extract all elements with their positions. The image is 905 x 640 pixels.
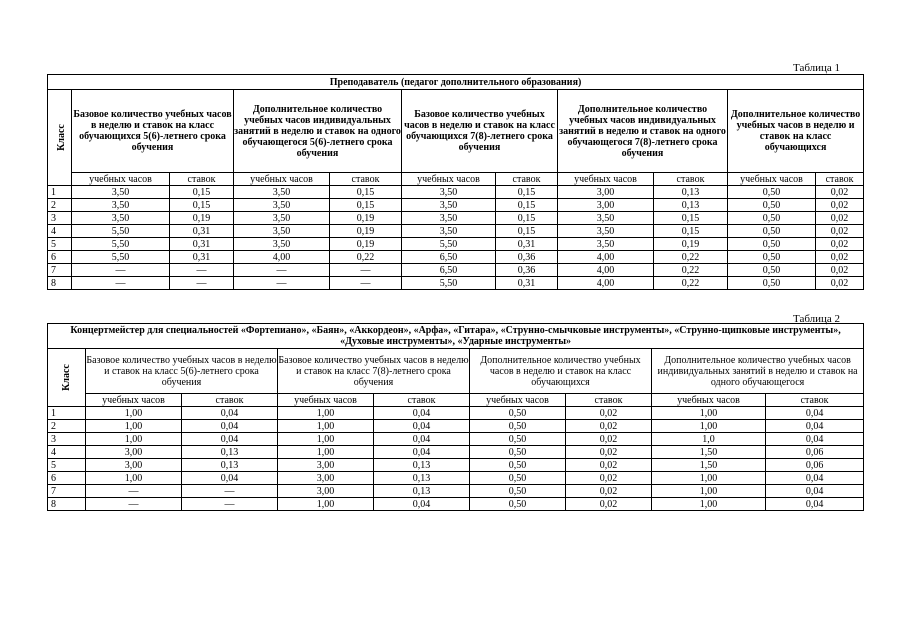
value-cell: 0,02 <box>566 433 652 446</box>
value-cell: 0,50 <box>728 186 816 199</box>
value-cell: 0,50 <box>728 264 816 277</box>
value-cell: 0,02 <box>816 199 864 212</box>
value-cell: 6,50 <box>402 264 496 277</box>
class-number-cell: 3 <box>48 212 72 225</box>
table-row <box>48 472 864 485</box>
value-cell: 0,15 <box>496 186 558 199</box>
value-cell: 0,02 <box>566 459 652 472</box>
value-cell: 0,36 <box>496 251 558 264</box>
subheader-hours: учебных часов <box>86 394 182 407</box>
value-cell: 0,04 <box>766 407 864 420</box>
table-row <box>48 225 864 238</box>
value-cell: 1,00 <box>652 472 766 485</box>
table-row <box>48 277 864 290</box>
value-cell: 3,50 <box>72 212 170 225</box>
value-cell: 0,02 <box>566 407 652 420</box>
value-cell: 0,15 <box>330 186 402 199</box>
table-row <box>48 433 864 446</box>
value-cell: 1,00 <box>86 472 182 485</box>
value-cell: — <box>182 498 278 511</box>
value-cell: 0,19 <box>330 225 402 238</box>
value-cell: 1,0 <box>652 433 766 446</box>
table-1-title: Преподаватель (педагог дополнительного образования) <box>48 75 864 90</box>
value-cell: 1,00 <box>278 433 374 446</box>
value-cell: 0,04 <box>766 472 864 485</box>
value-cell: 0,50 <box>470 498 566 511</box>
value-cell: 4,00 <box>558 264 654 277</box>
group-header: Базовое количество учебных часов в неделю и ставок на класс 7(8)-летнего срока обучения <box>278 349 470 394</box>
subheader-rate: ставок <box>496 173 558 186</box>
value-cell: 0,04 <box>374 433 470 446</box>
value-cell: 0,13 <box>374 485 470 498</box>
class-header: Класс <box>48 349 86 407</box>
value-cell: — <box>170 264 234 277</box>
subheader-rate: ставок <box>766 394 864 407</box>
value-cell: 0,13 <box>374 459 470 472</box>
value-cell: 3,50 <box>558 212 654 225</box>
value-cell: 0,19 <box>330 212 402 225</box>
class-number-cell: 5 <box>48 238 72 251</box>
value-cell: 1,50 <box>652 446 766 459</box>
class-number-cell: 4 <box>48 446 86 459</box>
table-row <box>48 186 864 199</box>
value-cell: 0,13 <box>374 472 470 485</box>
value-cell: 0,31 <box>170 238 234 251</box>
value-cell: — <box>72 277 170 290</box>
group-header: Базовое количество учебных часов в неделю и ставок на класс обучающихся 7(8)-летнего срока обучения <box>402 90 558 173</box>
value-cell: 5,50 <box>72 251 170 264</box>
value-cell: 0,50 <box>728 212 816 225</box>
value-cell: 3,00 <box>278 472 374 485</box>
table-row <box>48 485 864 498</box>
value-cell: 1,00 <box>278 407 374 420</box>
value-cell: 0,04 <box>766 433 864 446</box>
value-cell: 0,13 <box>182 459 278 472</box>
value-cell: 3,50 <box>234 212 330 225</box>
value-cell: 0,02 <box>566 498 652 511</box>
subheader-hours: учебных часов <box>558 173 654 186</box>
value-cell: — <box>72 264 170 277</box>
value-cell: 3,50 <box>234 186 330 199</box>
value-cell: 5,50 <box>402 238 496 251</box>
table-row <box>48 251 864 264</box>
subheader-hours: учебных часов <box>234 173 330 186</box>
group-header: Дополнительное количество учебных часов в неделю и ставок на класс обучающихся <box>470 349 652 394</box>
subheader-rate: ставок <box>182 394 278 407</box>
table-2-caption: Таблица 2 <box>793 313 841 325</box>
class-number-cell: 1 <box>48 407 86 420</box>
subheader-rate: ставок <box>654 173 728 186</box>
value-cell: 1,00 <box>86 433 182 446</box>
value-cell: 0,13 <box>182 446 278 459</box>
group-header: Дополнительное количество учебных часов индивидуальных занятий в неделю и ставок на одного обучающегося 5(6)-летнего срока обучения <box>234 90 402 173</box>
value-cell: 0,04 <box>182 407 278 420</box>
class-number-cell: 2 <box>48 420 86 433</box>
value-cell: 0,04 <box>182 472 278 485</box>
value-cell: 0,50 <box>470 485 566 498</box>
value-cell: 0,04 <box>374 498 470 511</box>
value-cell: 1,00 <box>652 485 766 498</box>
value-cell: 0,50 <box>728 225 816 238</box>
value-cell: 1,00 <box>652 498 766 511</box>
value-cell: 0,06 <box>766 446 864 459</box>
value-cell: 1,50 <box>652 459 766 472</box>
subheader-hours: учебных часов <box>72 173 170 186</box>
table-row <box>48 212 864 225</box>
class-number-cell: 7 <box>48 264 72 277</box>
value-cell: 0,19 <box>330 238 402 251</box>
value-cell: 0,22 <box>654 264 728 277</box>
table-2-title: Концертмейстер для специальностей «Фортепиано», «Баян», «Аккордеон», «Арфа», «Гитара», «Струнно-смычковые инструменты», «Струнно-щипковые инструменты», «Духовые инструменты», «Ударные инструменты» <box>48 324 864 349</box>
value-cell: 0,15 <box>496 212 558 225</box>
value-cell: 4,00 <box>558 251 654 264</box>
value-cell: 0,04 <box>766 420 864 433</box>
subheader-rate: ставок <box>330 173 402 186</box>
group-header: Базовое количество учебных часов в неделю и ставок на класс обучающихся 5(6)-летнего срока обучения <box>72 90 234 173</box>
value-cell: 3,50 <box>402 212 496 225</box>
class-number-cell: 6 <box>48 472 86 485</box>
value-cell: 5,50 <box>72 238 170 251</box>
value-cell: 0,02 <box>816 212 864 225</box>
value-cell: 0,06 <box>766 459 864 472</box>
value-cell: 0,15 <box>496 225 558 238</box>
value-cell: 0,02 <box>816 186 864 199</box>
value-cell: 0,31 <box>496 277 558 290</box>
group-header: Дополнительное количество учебных часов в неделю и ставок на класс обучающихся <box>728 90 864 173</box>
class-number-cell: 8 <box>48 277 72 290</box>
value-cell: 0,02 <box>816 277 864 290</box>
value-cell: — <box>234 264 330 277</box>
value-cell: 0,15 <box>170 186 234 199</box>
value-cell: 0,22 <box>654 277 728 290</box>
value-cell: 0,50 <box>728 199 816 212</box>
value-cell: 1,00 <box>278 446 374 459</box>
class-number-cell: 4 <box>48 225 72 238</box>
class-header: Класс <box>48 90 72 186</box>
value-cell: 4,00 <box>234 251 330 264</box>
subheader-rate: ставок <box>374 394 470 407</box>
teacher-hours-table <box>47 74 864 290</box>
value-cell: 3,50 <box>558 238 654 251</box>
table-row <box>48 199 864 212</box>
value-cell: 3,50 <box>234 238 330 251</box>
value-cell: 0,13 <box>654 186 728 199</box>
value-cell: — <box>330 264 402 277</box>
value-cell: 0,02 <box>816 225 864 238</box>
value-cell: 0,04 <box>182 433 278 446</box>
value-cell: 0,13 <box>654 199 728 212</box>
table-row <box>48 446 864 459</box>
group-header: Дополнительное количество учебных часов индивидуальных занятий в неделю и ставок на одного обучающегося <box>652 349 864 394</box>
value-cell: 0,50 <box>728 238 816 251</box>
value-cell: 1,00 <box>652 407 766 420</box>
value-cell: 1,00 <box>86 407 182 420</box>
value-cell: — <box>330 277 402 290</box>
value-cell: 0,02 <box>566 420 652 433</box>
value-cell: 0,02 <box>816 251 864 264</box>
subheader-rate: ставок <box>816 173 864 186</box>
value-cell: 0,15 <box>654 212 728 225</box>
value-cell: 0,50 <box>470 433 566 446</box>
value-cell: 0,04 <box>374 420 470 433</box>
value-cell: 1,00 <box>86 420 182 433</box>
value-cell: 0,19 <box>654 238 728 251</box>
value-cell: 0,02 <box>566 472 652 485</box>
value-cell: — <box>86 498 182 511</box>
subheader-hours: учебных часов <box>470 394 566 407</box>
value-cell: 0,02 <box>816 264 864 277</box>
value-cell: 3,50 <box>72 186 170 199</box>
class-number-cell: 6 <box>48 251 72 264</box>
table-row <box>48 498 864 511</box>
value-cell: — <box>182 485 278 498</box>
value-cell: 3,50 <box>402 199 496 212</box>
value-cell: 0,15 <box>330 199 402 212</box>
value-cell: 0,50 <box>470 446 566 459</box>
subheader-hours: учебных часов <box>402 173 496 186</box>
subheader-rate: ставок <box>566 394 652 407</box>
subheader-hours: учебных часов <box>652 394 766 407</box>
value-cell: 6,50 <box>402 251 496 264</box>
class-number-cell: 5 <box>48 459 86 472</box>
value-cell: 0,50 <box>470 420 566 433</box>
value-cell: 0,04 <box>182 420 278 433</box>
value-cell: 5,50 <box>72 225 170 238</box>
value-cell: 0,22 <box>654 251 728 264</box>
value-cell: — <box>170 277 234 290</box>
value-cell: 0,02 <box>566 446 652 459</box>
value-cell: 3,00 <box>558 186 654 199</box>
value-cell: 3,50 <box>402 225 496 238</box>
table-row <box>48 238 864 251</box>
table-1-caption: Таблица 1 <box>793 62 841 74</box>
value-cell: 0,04 <box>374 446 470 459</box>
value-cell: 0,36 <box>496 264 558 277</box>
value-cell: 0,02 <box>566 485 652 498</box>
value-cell: 3,00 <box>86 446 182 459</box>
value-cell: 0,15 <box>496 199 558 212</box>
group-header: Базовое количество учебных часов в неделю и ставок на класс 5(6)-летнего срока обучения <box>86 349 278 394</box>
value-cell: 3,00 <box>86 459 182 472</box>
subheader-rate: ставок <box>170 173 234 186</box>
value-cell: 4,00 <box>558 277 654 290</box>
subheader-hours: учебных часов <box>728 173 816 186</box>
value-cell: 1,00 <box>278 498 374 511</box>
class-number-cell: 8 <box>48 498 86 511</box>
value-cell: 0,15 <box>170 199 234 212</box>
value-cell: 1,00 <box>278 420 374 433</box>
accompanist-hours-table <box>47 323 864 511</box>
value-cell: 3,50 <box>402 186 496 199</box>
value-cell: 1,00 <box>652 420 766 433</box>
value-cell: 3,50 <box>234 225 330 238</box>
class-number-cell: 2 <box>48 199 72 212</box>
value-cell: 0,50 <box>470 407 566 420</box>
table-row <box>48 407 864 420</box>
value-cell: 3,50 <box>72 199 170 212</box>
value-cell: 5,50 <box>402 277 496 290</box>
value-cell: 3,00 <box>558 199 654 212</box>
value-cell: 0,04 <box>374 407 470 420</box>
value-cell: 0,31 <box>170 225 234 238</box>
value-cell: — <box>86 485 182 498</box>
value-cell: 0,22 <box>330 251 402 264</box>
value-cell: 0,50 <box>470 472 566 485</box>
table-row <box>48 264 864 277</box>
table-row <box>48 459 864 472</box>
value-cell: 0,50 <box>728 277 816 290</box>
subheader-hours: учебных часов <box>278 394 374 407</box>
value-cell: 3,50 <box>234 199 330 212</box>
class-number-cell: 7 <box>48 485 86 498</box>
value-cell: 0,19 <box>170 212 234 225</box>
value-cell: 3,00 <box>278 485 374 498</box>
class-number-cell: 1 <box>48 186 72 199</box>
class-number-cell: 3 <box>48 433 86 446</box>
group-header: Дополнительное количество учебных часов индивидуальных занятий в неделю и ставок на одного обучающегося 7(8)-летнего срока обучения <box>558 90 728 173</box>
value-cell: 0,15 <box>654 225 728 238</box>
value-cell: 3,50 <box>558 225 654 238</box>
value-cell: — <box>234 277 330 290</box>
value-cell: 0,04 <box>766 498 864 511</box>
value-cell: 0,31 <box>496 238 558 251</box>
value-cell: 0,02 <box>816 238 864 251</box>
table-row <box>48 420 864 433</box>
value-cell: 0,50 <box>728 251 816 264</box>
value-cell: 0,04 <box>766 485 864 498</box>
value-cell: 3,00 <box>278 459 374 472</box>
value-cell: 0,31 <box>170 251 234 264</box>
value-cell: 0,50 <box>470 459 566 472</box>
